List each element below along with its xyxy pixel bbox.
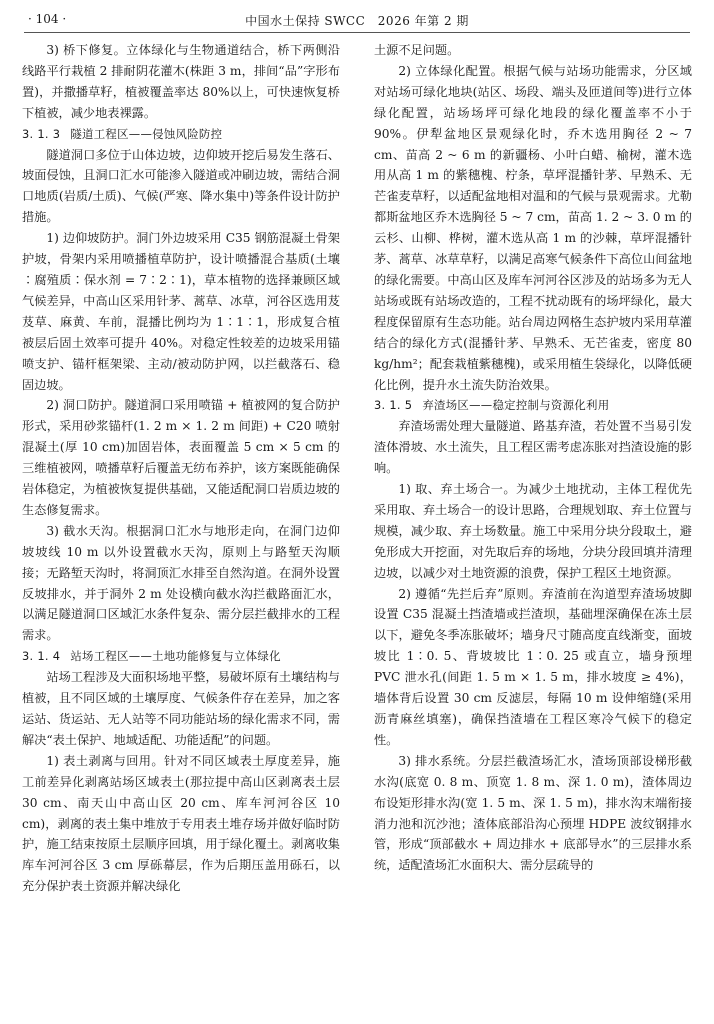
section-title: 隧道工程区——侵蚀风险防控 bbox=[70, 126, 223, 141]
paragraph: 2) 洞口防护。隧道洞口采用喷锚 + 植被网的复合防护形式，采用砂浆锚杆(1. 2 m × 1. 2 m 间距) + C20 喷射混凝土(厚 10 cm)加固岩体，表面覆盖 5 cm × 5 cm 的三维植被网，喷播草籽后覆盖无纺布养护，该方案既能确保岩体稳定，为植被恢复提供基础，又能适配洞口岩质边坡的生态修复需求。 bbox=[22, 398, 340, 517]
section-heading-3-1-4 bbox=[22, 646, 340, 667]
page-number: · 104 · bbox=[28, 12, 67, 26]
section-number: 3. 1. 4 bbox=[22, 649, 61, 664]
paragraph: 弃渣场需处理大量隧道、路基弃渣，若处置不当易引发渣体滑坡、水土流失，且工程区需考虑冻胀对挡渣设施的影响。 bbox=[374, 419, 692, 476]
section-title: 站场工程区——土地功能修复与立体绿化 bbox=[70, 649, 281, 664]
paragraph: 2) 遵循“先拦后弃”原则。弃渣前在沟道型弃渣场坡脚设置 C35 混凝土挡渣墙或拦渣坝，基础埋深确保在冻土层以下，避免冬季冻胀破坏；墙身尺寸随高度直线渐变，面坡坡比 1∶0. 5、背坡坡比 1∶0. 25 或直立，墙身预埋 PVC 泄水孔(间距 1. 5 m × 1. 5 m，排水坡度 ≥ 4%)，墙体背后设置 30 cm 反滤层，每隔 10 m 设伸缩缝(采用沥青麻丝填塞)，确保挡渣墙在工程区寒冷气候下的稳定性。 bbox=[374, 586, 692, 747]
left-column bbox=[22, 40, 340, 897]
paragraph: 3) 桥下修复。立体绿化与生物通道结合，桥下两侧沿线路平行栽植 2 排耐阴花灌木(株距 3 m，排间“品”字形布置)，并撒播草籽，植被覆盖率达 80%以上，可快速恢复桥下植被，减少地表裸露。 bbox=[22, 43, 340, 120]
right-column bbox=[374, 40, 692, 876]
paragraph: 2) 立体绿化配置。根据气候与站场功能需求，分区域对站场可绿化地块(站区、场段、端头及匝道间等)进行立体绿化配置，站场场坪可绿化地段的绿化覆盖率不小于 90%。伊犁盆地区景观绿化时，乔木选用胸径 2 ~ 7 cm、苗高 2 ~ 6 m 的新疆杨、小叶白蜡、榆树，灌木选用从高 1 m 的紫穗槐、柠条，草坪混播针茅、早熟禾、无芒雀麦草籽，以适配盆地相对温和的气候与景观需求。尤勒都斯盆地区乔木选胸径 5 ~ 7 cm，苗高 1. 2 ~ 3. 0 m 的云杉、山柳、桦树，灌木选从高 1 m 的沙棘，草坪混播针茅、蒿草、冰草草籽，以满足高寒气候条件下高位山间盆地的绿化需要。中高山区及库车河河谷区涉及的站场多为无人站场或既有站场改造的，工程不扰动既有的场坪绿化，最大程度保留原有生态功能。站台周边网格生态护坡内采用草灌结合的绿化方式(混播针茅、早熟禾、无芒雀麦，密度 80 kg/hm²；配套栽植紫穗槐)，或采用植生袋绿化，以降低硬化比例，提升水土流失防治效果。 bbox=[374, 63, 692, 392]
paragraph: 3) 排水系统。分层拦截渣场汇水，渣场顶部设梯形截水沟(底宽 0. 8 m、顶宽 1. 8 m、深 1. 0 m)，渣体周边布设矩形排水沟(宽 1. 5 m、深 1. 5 m)，排水沟末端衔接消力池和沉沙池；渣体底部沿沟心预埋 HDPE 波纹钢排水管，形成“顶部截水 + 周边排水 + 底部导水”的三层排水系统，适配渣场汇水面积大、需分层疏导的 bbox=[374, 753, 692, 873]
section-title: 弃渣场区——稳定控制与资源化利用 bbox=[422, 398, 610, 413]
paragraph: 1) 表土剥离与回用。针对不同区域表土厚度差异，施工前差异化剥离站场区域表土(那拉提中高山区剥离表土层 30 cm、南天山中高山区 20 cm、库车河河谷区 10 cm)，剥离的表土集中堆放于专用表土堆存场并做好临时防护，施工结束按原土层顺序回填，用于绿化覆土。剥离收集库车河河谷区 3 cm 厚砾幕层，作为后期压盖用砾石，以充分保护表土资源并解决绿化 bbox=[22, 753, 340, 894]
journal-title: 中国水土保持 SWCC 2026 年第 2 期 bbox=[245, 14, 469, 28]
running-header bbox=[24, 8, 690, 33]
section-number: 3. 1. 5 bbox=[374, 398, 413, 413]
section-heading-3-1-3 bbox=[22, 124, 340, 145]
paragraph: 隧道洞口多位于山体边坡，边仰坡开挖后易发生落石、坡面侵蚀，且洞口汇水可能渗入隧道或冲刷边坡，需结合洞口地质(岩质/土质)、气候(严寒、降水集中)等条件设计防护措施。 bbox=[22, 147, 340, 225]
paragraph: 1) 边仰坡防护。洞门外边坡采用 C35 钢筋混凝土骨架护坡，骨架内采用喷播植草防护，设计喷播混合基质(土壤∶腐殖质∶保水剂 = 7∶2∶1)，草本植物的选择兼顾区域气候差异，中高山区采用针茅、蒿草、冰草，河谷区选用芨芨草、麻黄、车前，混播比例均为 1∶1∶1，形成复合植被层后固土效率可提升 40%。对稳定性较差的边坡采用锚喷支护、锚杆框架梁、主动/被动防护网，以拦截落石、稳固边坡。 bbox=[22, 231, 340, 392]
paragraph-continued: 土源不足问题。 bbox=[374, 43, 460, 57]
section-heading-3-1-5 bbox=[374, 395, 692, 416]
paragraph: 站场工程涉及大面积场地平整，易破坏原有土壤结构与植被，且不同区域的土壤厚度、气候条件存在差异，加之客运站、货运站、无人站等不同功能站场的绿化需求不同，需解决“表土保护、地域适配、功能适配”的问题。 bbox=[22, 670, 340, 747]
section-number: 3. 1. 3 bbox=[22, 126, 61, 141]
paragraph: 3) 截水天沟。根据洞口汇水与地形走向，在洞门边仰坡坡线 10 m 以外设置截水天沟，原则上与路堑天沟顺接；无路堑天沟时，将洞顶汇水排至自然沟道。在洞外设置反坡排水，并于洞外 2 m 处设横向截水沟拦截路面汇水，以满足隧道洞口区域汇水条件复杂、需分层拦截排水的工程需求。 bbox=[22, 523, 340, 643]
paragraph: 1) 取、弃土场合一。为减少土地扰动，主体工程优先采用取、弃土场合一的设计思路，合理规划取、弃土位置与规模，减少取、弃土场数量。施工中采用分块分段取土，避免形成大开挖面，对先取后弃的场地，分块分段回填并清理边坡，以减少对土地资源的浪费，保护工程区土地资源。 bbox=[374, 482, 692, 580]
